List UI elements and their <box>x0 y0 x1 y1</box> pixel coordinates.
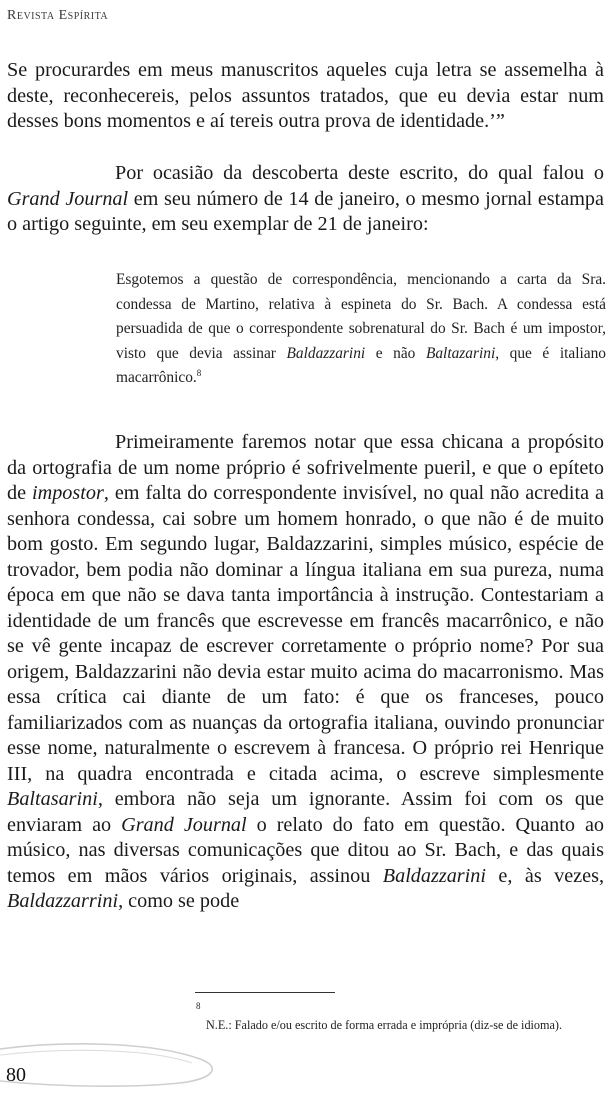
paragraph-3-part-f: , como se pode <box>118 890 240 912</box>
quote-part-c: , que é italiano macarrônico. <box>116 344 606 387</box>
paragraph-1 <box>7 58 604 135</box>
paragraph-3-text <box>7 430 604 915</box>
page-number: 80 <box>6 1064 26 1086</box>
paragraph-2 <box>7 161 604 238</box>
footnote-text: N.E.: Falado e/ou escrito de forma errada e imprópria (diz-se de idioma). <box>206 1017 563 1032</box>
footnote-number: 8 <box>196 1001 201 1011</box>
quote-name-baltazarini: Baltazarini <box>425 344 496 362</box>
running-head: Revista Espírita <box>7 8 109 23</box>
newspaper-title: Grand Journal <box>7 187 129 210</box>
footnote-divider <box>195 992 335 993</box>
newspaper-title-2: Grand Journal <box>121 813 247 836</box>
footnote-reference: 8 <box>196 368 202 379</box>
paragraph-2-part-b: em seu número de 14 de janeiro, o mesmo jornal estampa o artigo seguinte, em seu exemplar de 21 de janeiro: <box>7 187 604 235</box>
paragraph-3-part-a: Primeiramente faremos notar que essa chicana a propósito da ortografia de um nome próprio é sofrivelmente pueril, e que o epíteto de <box>7 431 604 504</box>
paragraph-3-part-b: , em falta do correspondente invisível, no qual não acredita a senhora condessa, cai sobre um homem honrado, o que não é de muito bom gosto. Em segundo lugar, Baldazzarini, simples músico, espécie de trovador, bem podia não dominar a língua italiana em sua pureza, numa época em que não se dava tanta importância à instrução. Contestariam a identidade de um francês que escrevesse em francês macarrônico, e não se vê gente incapaz de escrever corretamente o próprio nome? Por sua origem, Baldazzarini não devia estar muito acima do macarronismo. Mas essa crítica cai diante de um fato: é que os franceses, pouco familiarizados com as nuanças da ortografia italiana, ouvindo pronunciar esse nome, naturalmente o escrevem à francesa. O próprio rei Henrique III, na quadra encontrada e citada acima, o escreve simplesmente <box>7 482 604 785</box>
paragraph-3 <box>7 430 604 915</box>
name-baldazzarini: Baldazzarini <box>382 864 486 887</box>
decorative-swoosh-icon <box>0 1035 230 1093</box>
paragraph-3-part-c: , embora não seja um ignorante. Assim foi com os que enviaram ao <box>7 788 604 836</box>
paragraph-3-part-e: e, às vezes, <box>485 864 605 887</box>
paragraph-2-part-a: Por ocasião da descoberta deste escrito, do qual falou o <box>115 162 604 184</box>
paragraph-3-part-d: o relato do fato em questão. Quanto ao músico, nas diversas comunicações que ditou ao Sr. Bach, e das quais temos em mãos vários originais, assinou <box>7 813 604 887</box>
term-impostor: impostor <box>32 482 104 504</box>
block-quote <box>116 268 606 391</box>
quote-part-b: e não <box>365 344 426 362</box>
footnote <box>196 1000 606 1033</box>
name-baldazzarrini: Baldazzarrini <box>7 890 119 912</box>
quote-part-a: Esgotemos a questão de correspondência, mencionando a carta da Sra. condessa de Martino, relativa à espineta do Sr. Bach. A condessa está persuadida de que o correspondente sobrenatural do Sr. Bach é um impostor, visto que devia assinar <box>116 271 606 362</box>
name-baltasarini: Baltasarini <box>7 788 98 810</box>
paragraph-1-text: Se procurardes em meus manuscritos aqueles cuja letra se assemelha à deste, reconhecereis, pelos assuntos tratados, que eu devia estar num desses bons momentos e aí tereis outra prova de identidade.’” <box>7 59 604 132</box>
quote-name-baldazzarini: Baldazzarini <box>286 344 366 362</box>
paragraph-2-text <box>7 161 604 238</box>
